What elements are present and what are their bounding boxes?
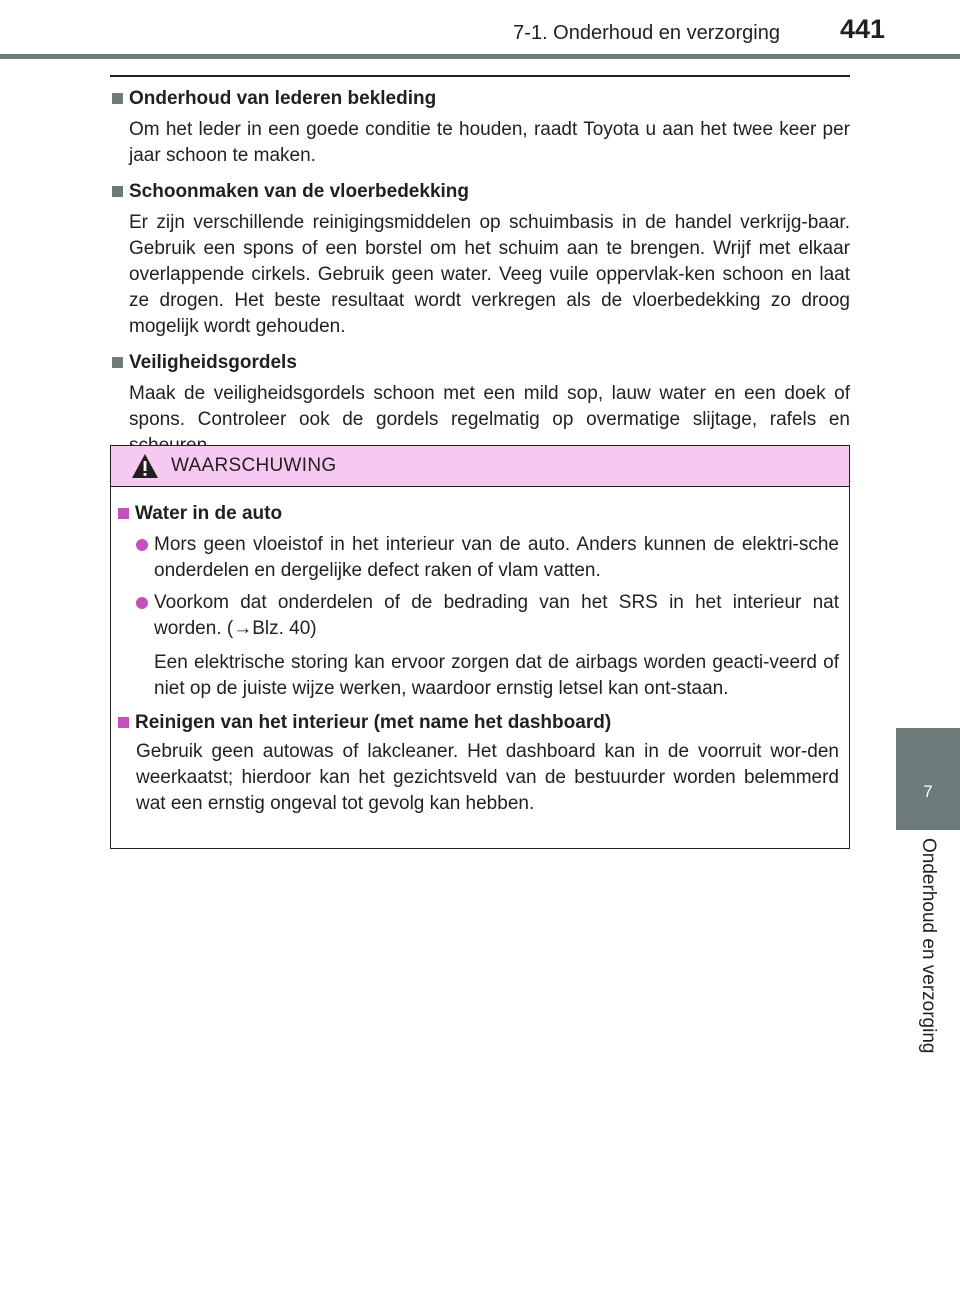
section-leather (110, 86, 850, 169)
round-bullet-icon (136, 597, 148, 609)
section-heading (110, 350, 850, 375)
section-heading (110, 179, 850, 204)
warning-bullet (136, 532, 839, 584)
square-bullet-icon (112, 357, 123, 368)
round-bullet-icon (136, 539, 148, 551)
warning-section-heading-text: Water in de auto (135, 503, 283, 524)
warning-section-water (116, 501, 839, 702)
warning-body (111, 487, 849, 817)
section-seatbelts (110, 350, 850, 459)
warning-bullet-note: Een elektrische storing kan ervoor zorgen dat de airbags worden geacti-veerd of niet op de juiste wijze werken, waardoor ernstig letsel kan ont-staan. (154, 652, 839, 699)
warning-title: WAARSCHUWING (171, 455, 337, 476)
warning-triangle-icon (131, 453, 159, 479)
section-heading-text: Schoonmaken van de vloerbedekking (129, 181, 469, 202)
warning-box (110, 445, 850, 849)
warning-bullet-text: Mors geen vloeistof in het interieur van de auto. Anders kunnen de elektri-sche onderdelen en dergelijke defect raken of vlam vatten. (154, 534, 839, 581)
warning-bullet-text: Voorkom dat onderdelen of de bedrading van het SRS in het interieur nat worden. (→Blz. 40) (154, 592, 839, 639)
square-bullet-icon (112, 186, 123, 197)
square-bullet-icon (112, 93, 123, 104)
running-header-title: 7-1. Onderhoud en verzorging (513, 22, 780, 44)
page-number: 441 (839, 14, 885, 44)
chapter-number: 7 (923, 782, 933, 801)
warning-section-heading (116, 501, 839, 526)
warning-header (111, 446, 849, 487)
warning-section-dashboard (116, 710, 839, 817)
section-heading (110, 86, 850, 111)
square-bullet-icon (118, 508, 129, 519)
section-heading-text: Veiligheidsgordels (129, 352, 297, 373)
square-bullet-icon (118, 717, 129, 728)
section-body: Om het leder in een goede conditie te houden, raadt Toyota u aan het twee keer per jaar schoon te maken. (129, 119, 850, 166)
warning-section-heading-text: Reinigen van het interieur (met name het dashboard) (135, 712, 612, 733)
warning-bullet (136, 590, 839, 642)
chapter-tab-label-area (896, 838, 960, 1088)
section-carpet (110, 179, 850, 340)
chapter-tab (896, 728, 960, 830)
warning-section-body: Gebruik geen autowas of lakcleaner. Het dashboard kan in de voorruit wor-den weerkaatst; hierdoor kan het gezichtsveld van de bestuurder worden belemmerd wat een ernstig ongeval tot gevolg kan hebben. (136, 741, 839, 814)
section-body: Er zijn verschillende reinigingsmiddelen op schuimbasis in de handel verkrijg-baar. Gebruik een spons of een borstel om het schuim aan te brengen. Wrijf met elkaar overlappende cirkels. Gebruik geen water. Veeg vuile oppervlak-ken schoon en laat ze drogen. Het beste resultaat wordt verkregen als de vloerbedekking zo droog mogelijk wordt gehouden. (129, 212, 850, 337)
main-content (110, 86, 850, 469)
section-heading-text: Onderhoud van lederen bekleding (129, 88, 437, 109)
warning-section-heading (116, 710, 839, 735)
header-rule (0, 54, 960, 59)
content-top-rule (110, 75, 850, 77)
section-body: Maak de veiligheidsgordels schoon met een mild sop, lauw water en een doek of spons. Controleer ook de gordels regelmatig op overmatige slijtage, rafels en (129, 383, 850, 430)
chapter-label: Onderhoud en verzorging (918, 838, 939, 1054)
